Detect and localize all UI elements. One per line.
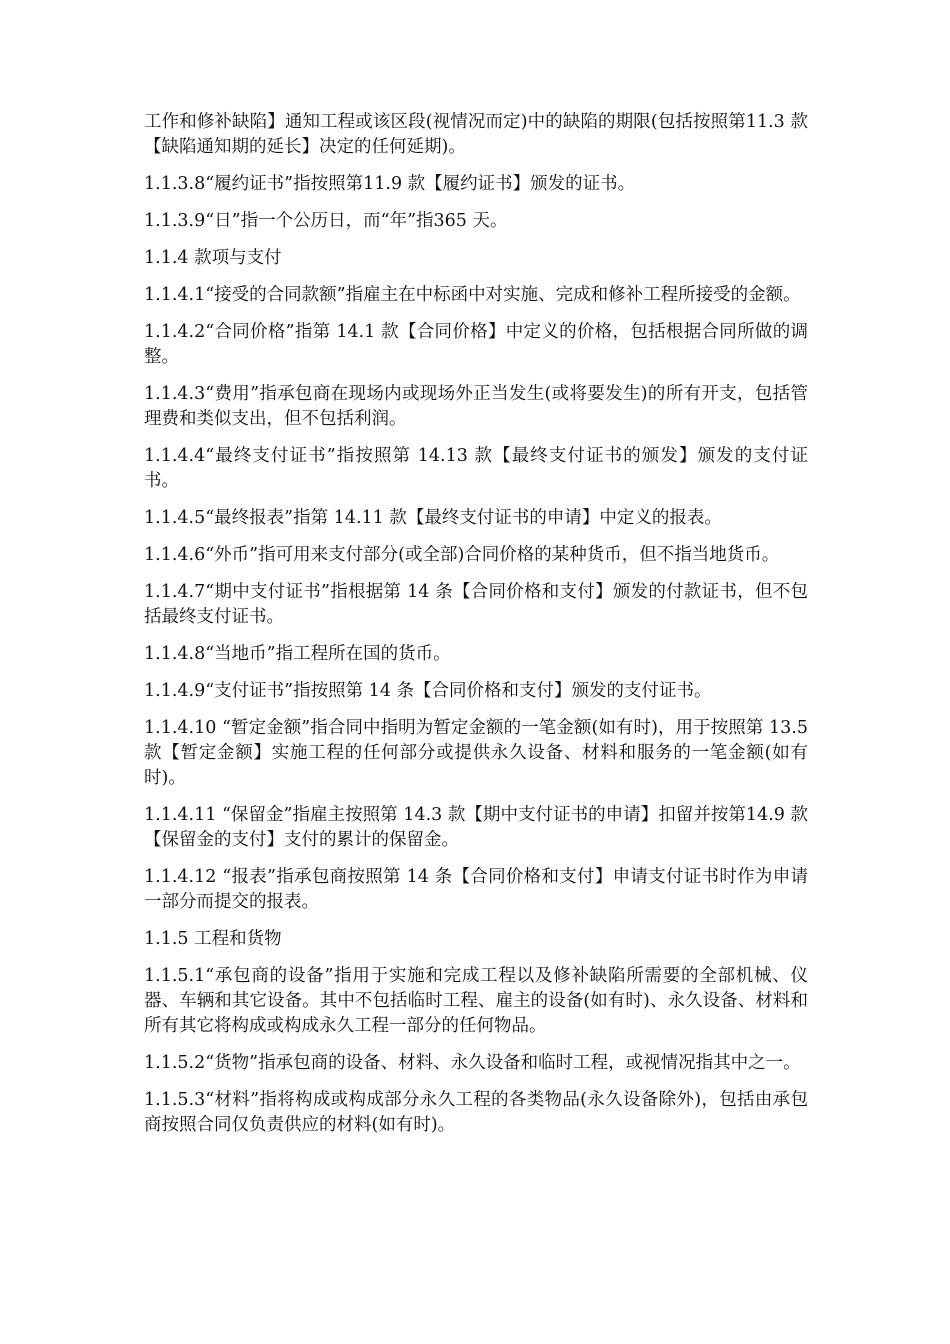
clause-1-1-4-5: 1.1.4.5“最终报表”指第 14.11 款【最终支付证书的申请】中定义的报表。 — [144, 508, 722, 528]
clause-1-1-4-9: 1.1.4.9“支付证书”指按照第 14 条【合同价格和支付】颁发的支付证书。 — [144, 681, 712, 701]
paragraph-continuation: 工作和修补缺陷】通知工程或该区段(视情况而定)中的缺陷的期限(包括按照第11.3 款【缺陷通知期的延长】决定的任何延期)。 — [144, 112, 808, 157]
clause-1-1-3-8: 1.1.3.8“履约证书”指按照第11.9 款【履约证书】颁发的证书。 — [144, 174, 636, 194]
clause-1-1-4-3: 1.1.4.3“费用”指承包商在现场内或现场外正当发生(或将要发生)的所有开支，包括管理费和类似支出，但不包括利润。 — [144, 384, 808, 429]
clause-1-1-4-10: 1.1.4.10 “暂定金额”指合同中指明为暂定金额的一笔金额(如有时)，用于按照第 13.5 款【暂定金额】实施工程的任何部分或提供永久设备、材料和服务的一笔金额(如有时)。 — [144, 718, 808, 788]
clause-1-1-4-2: 1.1.4.2“合同价格”指第 14.1 款【合同价格】中定义的价格，包括根据合同所做的调整。 — [144, 322, 808, 367]
clause-1-1-4-11: 1.1.4.11 “保留金”指雇主按照第 14.3 款【期中支付证书的申请】扣留并按第14.9 款【保留金的支付】支付的累计的保留金。 — [144, 805, 808, 850]
clause-1-1-4-4: 1.1.4.4“最终支付证书”指按照第 14.13 款【最终支付证书的颁发】颁发的支付证书。 — [144, 446, 808, 491]
section-heading-1-1-5: 1.1.5 工程和货物 — [144, 929, 282, 949]
clause-1-1-5-2: 1.1.5.2“货物”指承包商的设备、材料、永久设备和临时工程，或视情况指其中之一。 — [144, 1053, 801, 1073]
clause-1-1-4-7: 1.1.4.7“期中支付证书”指根据第 14 条【合同价格和支付】颁发的付款证书，但不包括最终支付证书。 — [144, 582, 808, 627]
clause-1-1-5-1: 1.1.5.1“承包商的设备”指用于实施和完成工程以及修补缺陷所需要的全部机械、仪器、车辆和其它设备。其中不包括临时工程、雇主的设备(如有时)、永久设备、材料和所有其它将构成或构成永久工程一部分的任何物品。 — [144, 966, 808, 1036]
clause-1-1-4-1: 1.1.4.1“接受的合同款额”指雇主在中标函中对实施、完成和修补工程所接受的金额。 — [144, 285, 801, 305]
section-heading-1-1-4: 1.1.4 款项与支付 — [144, 248, 282, 268]
clause-1-1-5-3: 1.1.5.3“材料”指将构成或构成部分永久工程的各类物品(永久设备除外)，包括由承包商按照合同仅负责供应的材料(如有时)。 — [144, 1090, 808, 1135]
clause-1-1-3-9: 1.1.3.9“日”指一个公历日，而“年”指365 天。 — [144, 211, 508, 231]
clause-1-1-4-8: 1.1.4.8“当地币”指工程所在国的货币。 — [144, 644, 451, 664]
document-page — [144, 110, 808, 1150]
clause-1-1-4-6: 1.1.4.6“外币”指可用来支付部分(或全部)合同价格的某种货币，但不指当地货币。 — [144, 545, 780, 565]
clause-1-1-4-12: 1.1.4.12 “报表”指承包商按照第 14 条【合同价格和支付】申请支付证书时作为申请一部分而提交的报表。 — [144, 867, 808, 912]
